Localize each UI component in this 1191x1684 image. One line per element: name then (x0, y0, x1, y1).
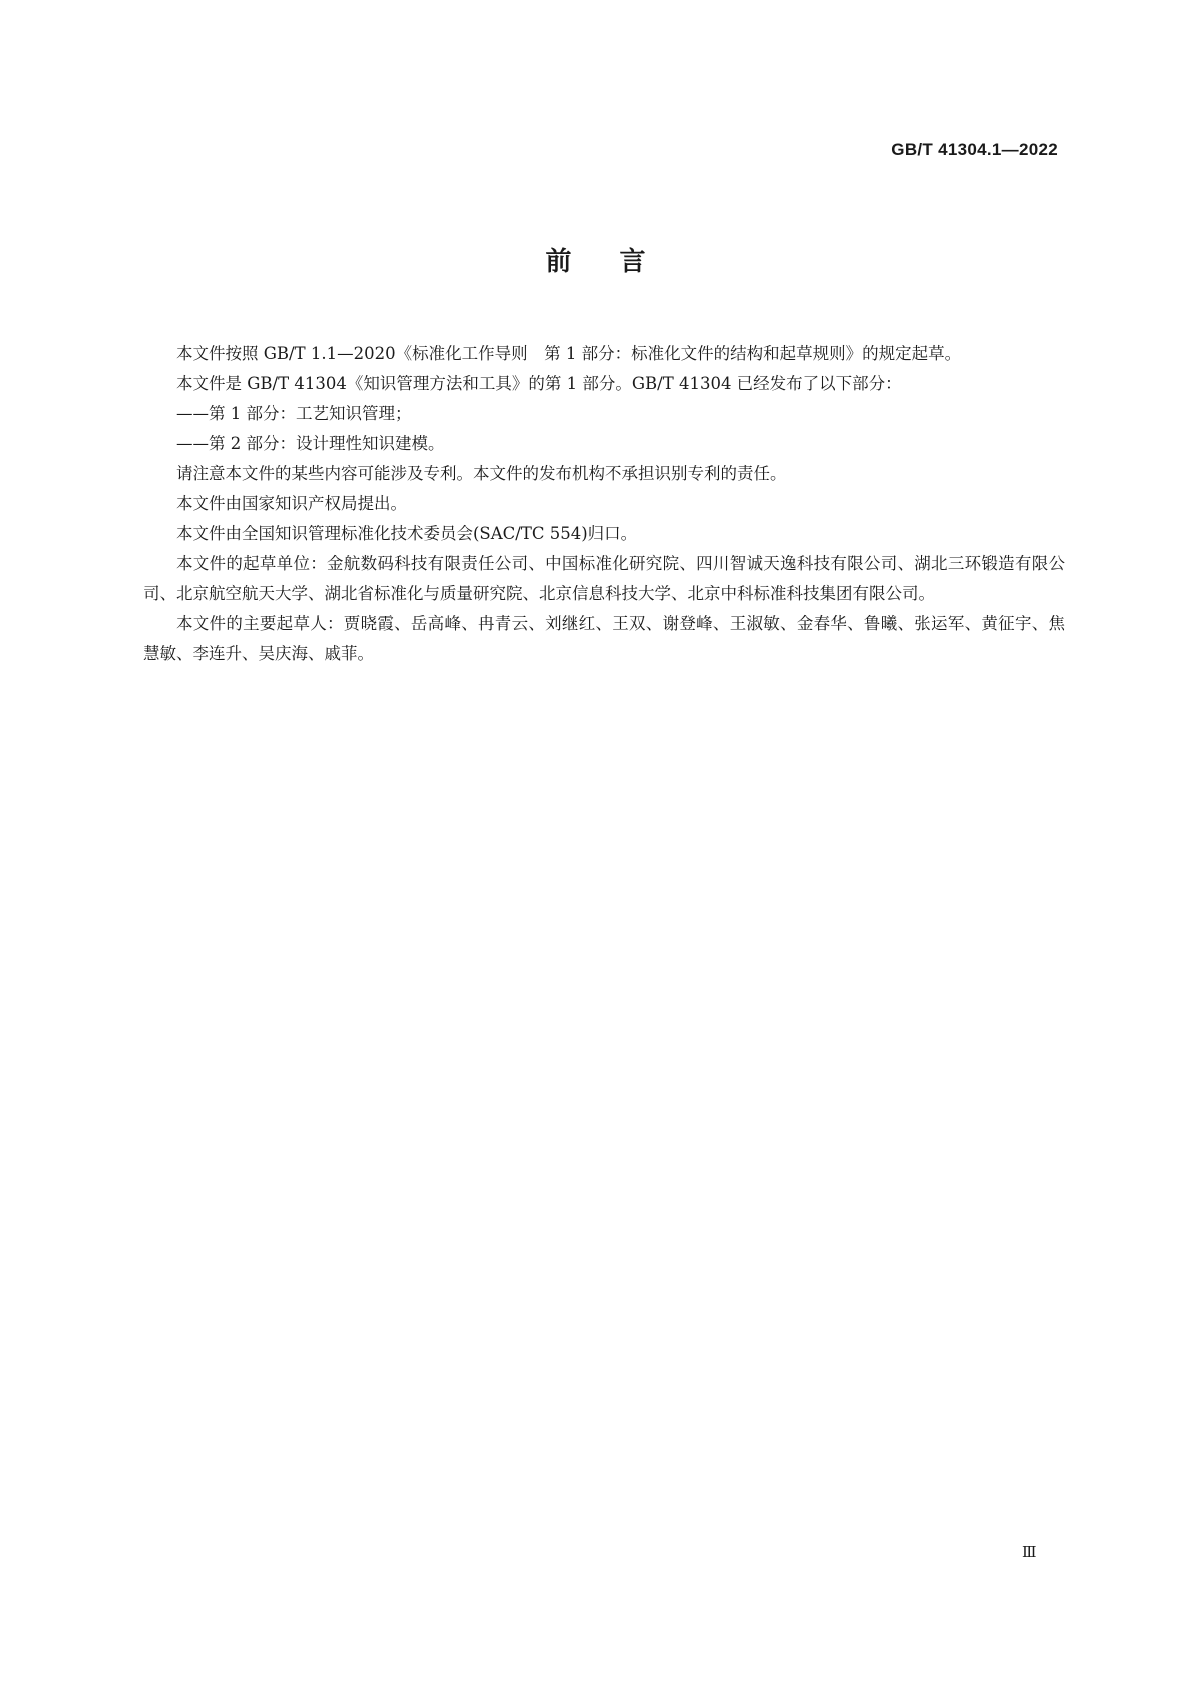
standard-code: GB/T 41304.1—2022 (891, 140, 1058, 159)
page-number: Ⅲ (1022, 1543, 1037, 1561)
paragraph-proposed-by: 本文件由国家知识产权局提出。 (176, 494, 407, 513)
paragraph-main-drafters: 本文件的主要起草人：贾晓霞、岳高峰、冉青云、刘继红、王双、谢登峰、王淑敏、金春华、鲁曦、张运军、黄征宇、焦慧敏、李连升、吴庆海、戚菲。 (143, 614, 1065, 663)
paragraph-under-jurisdiction: 本文件由全国知识管理标准化技术委员会(SAC/TC 554)归口。 (176, 524, 638, 543)
paragraph-part-1: ——第 1 部分：工艺知识管理； (176, 404, 412, 423)
foreword-body (143, 339, 1065, 669)
paragraph-series-intro: 本文件是 GB/T 41304《知识管理方法和工具》的第 1 部分。GB/T 41304 已经发布了以下部分： (176, 374, 902, 393)
paragraph-drafting-rules: 本文件按照 GB/T 1.1—2020《标准化工作导则 第 1 部分：标准化文件的结构和起草规则》的规定起草。 (176, 344, 962, 363)
paragraph-patent-notice: 请注意本文件的某些内容可能涉及专利。本文件的发布机构不承担识别专利的责任。 (176, 464, 787, 483)
page-title: 前言 (545, 247, 694, 277)
paragraph-drafting-organizations: 本文件的起草单位：金航数码科技有限责任公司、中国标准化研究院、四川智诚天逸科技有限公司、湖北三环锻造有限公司、北京航空航天大学、湖北省标准化与质量研究院、北京信息科技大学、北京中科标准科技集团有限公司。 (143, 554, 1065, 603)
paragraph-part-2: ——第 2 部分：设计理性知识建模。 (176, 434, 445, 453)
